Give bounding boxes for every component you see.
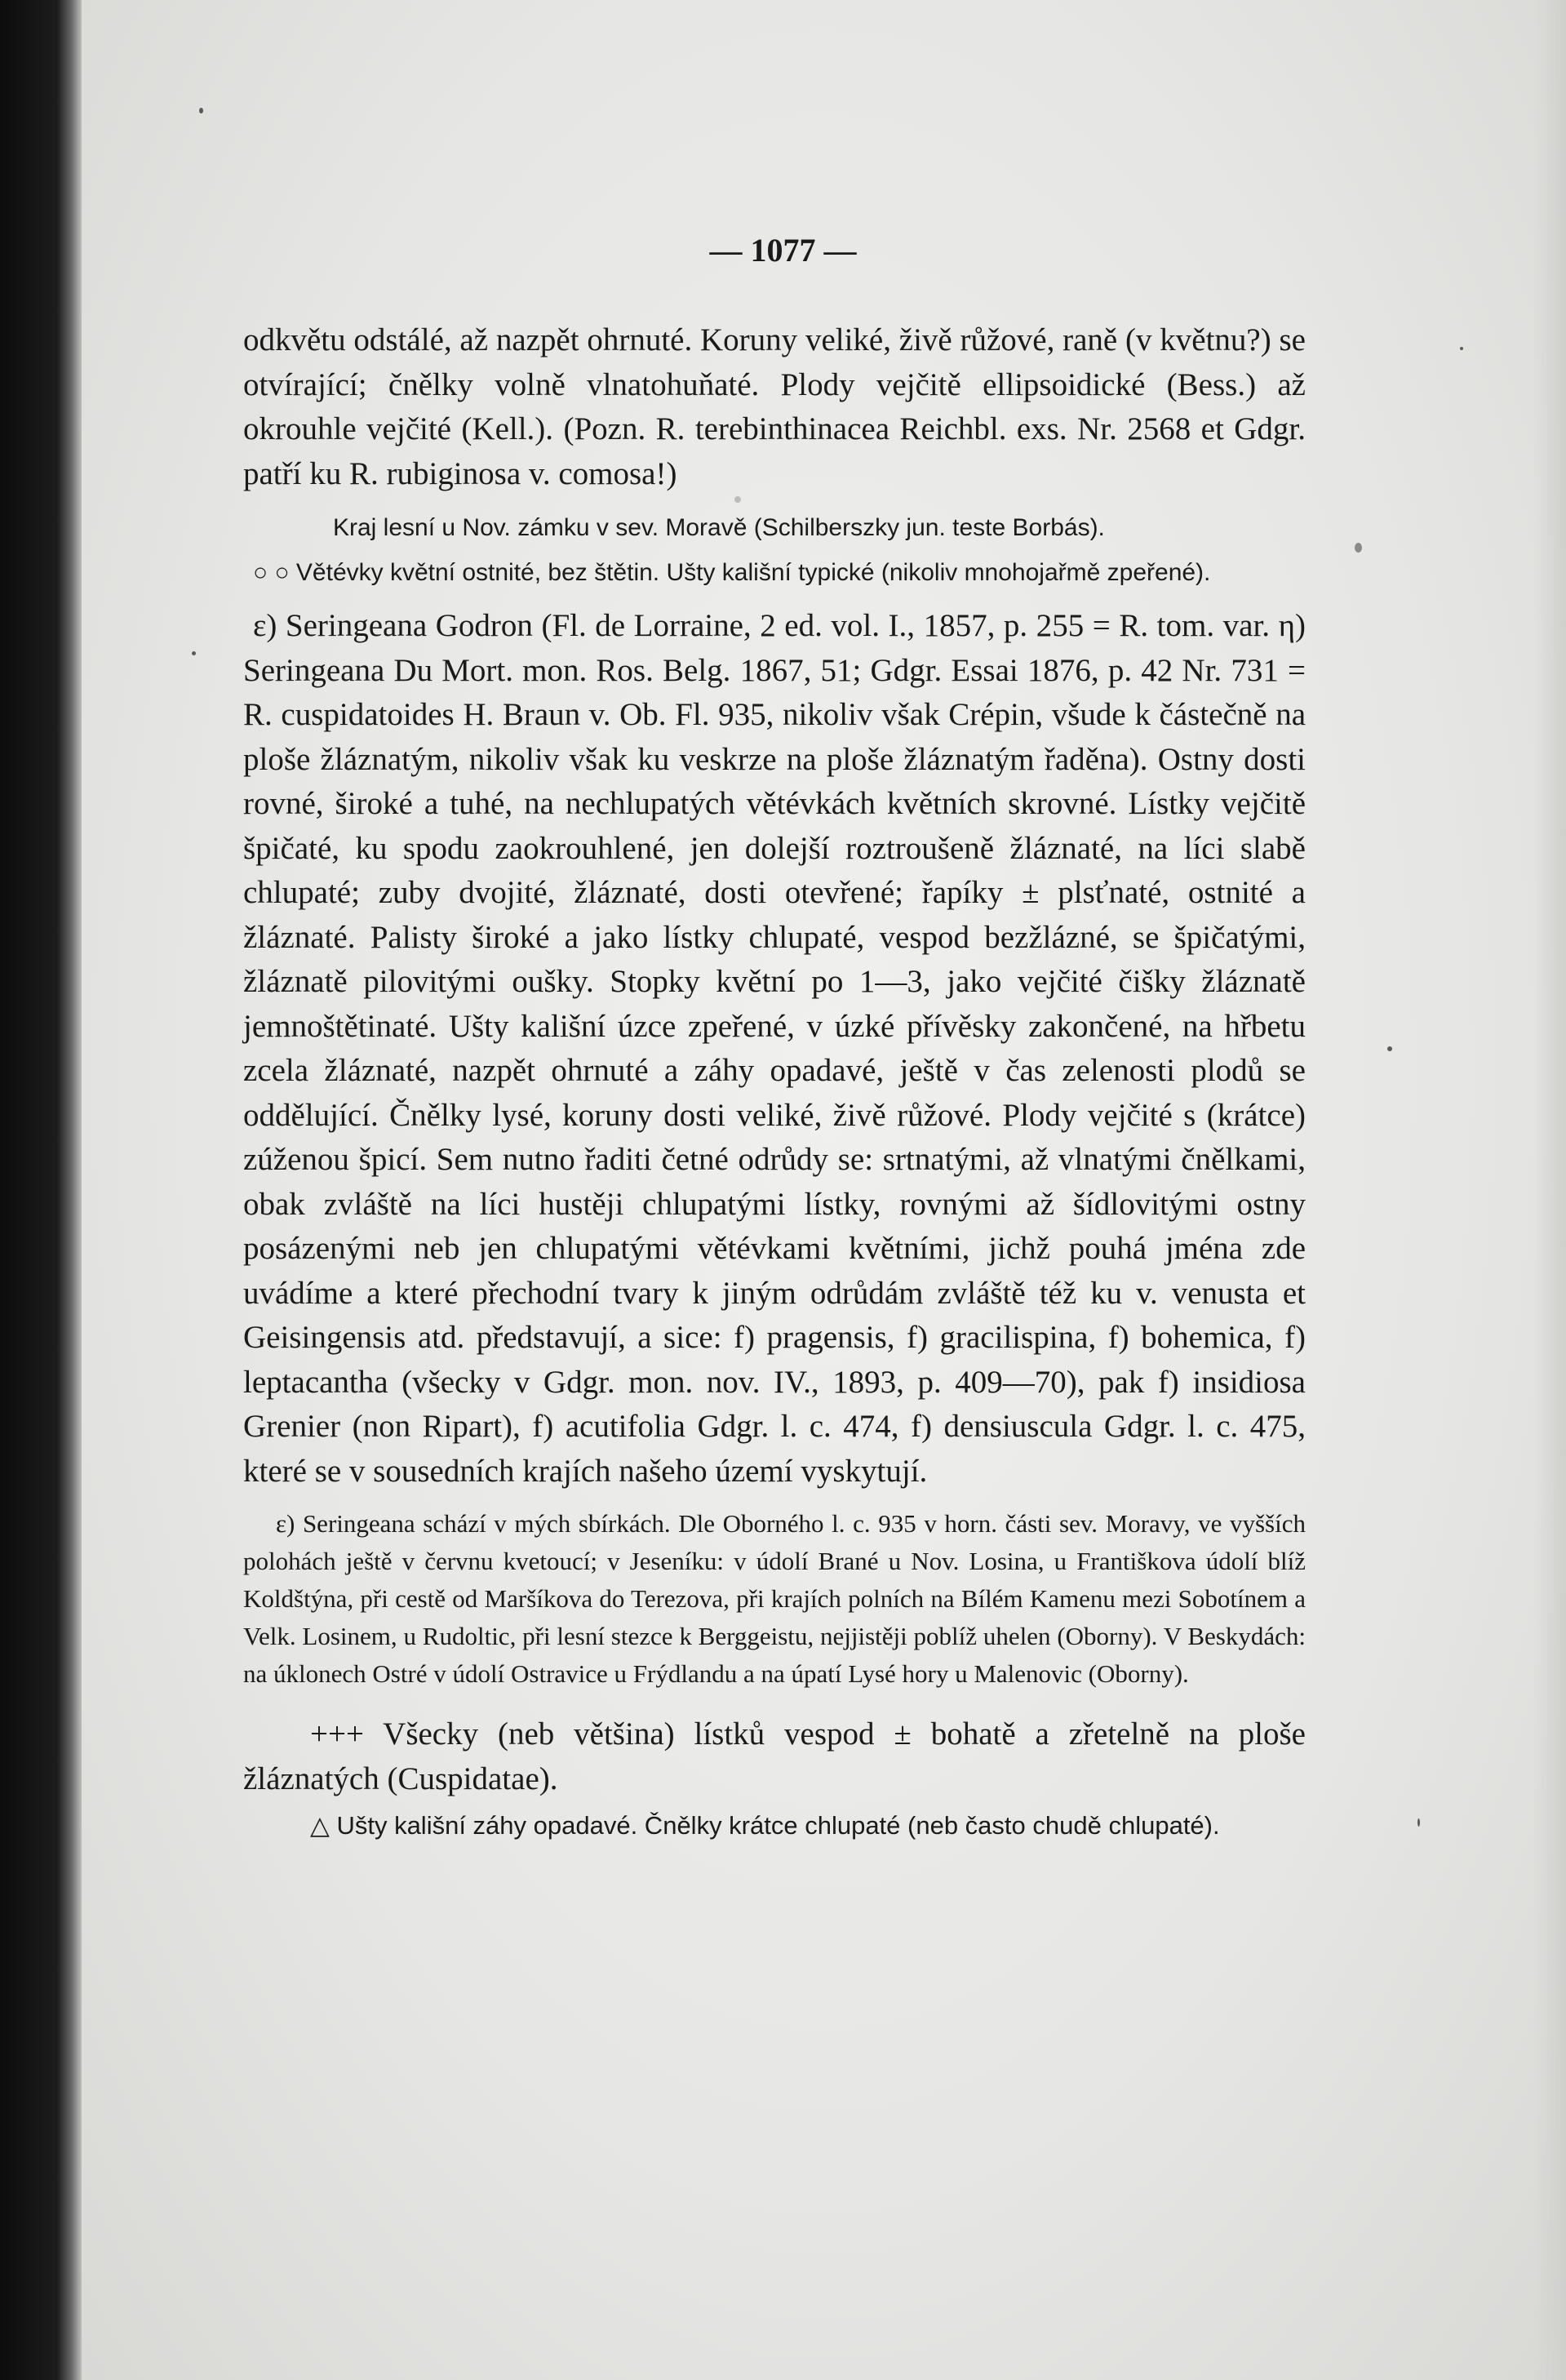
speck: [1417, 1818, 1420, 1827]
locality-note: Kraj lesní u Nov. zámku v sev. Moravě (Schilberszky jun. teste Borbás).: [333, 514, 1105, 541]
page-edge-shadow: [1533, 0, 1566, 2380]
speck: [192, 651, 196, 655]
key-item-triangle: △ Ušty kališní záhy opadavé. Čnělky krátce chlupaté (neb často chudě chlupaté).: [310, 1811, 1220, 1840]
footnote-seringeana: ε) Seringeana schází v mých sbírkách. Dle Oborného l. c. 935 v horn. části sev. Moravy, ve vyšších polohách ještě v červnu kvetoucí; v Jeseníku: v údolí Brané u Nov. Losina, u Františkova údolí blíž Koldštýna, při cestě od Maršíkova do Terezova, při krajích polních na Bílém Kamenu mezi Sobotínem a Velk. Losinem, u Rudoltic, při lesní stezce k Berggeistu, nejjistěji poblíž uhelen (Oborny). V Beskydách: na úklonech Ostré v údolí Ostravice u Frýdlandu a na úpatí Lysé hory u Malenovic (Oborny).: [243, 1509, 1306, 1688]
speck: [1355, 543, 1362, 553]
key-item-cuspidatae: +++ Všecky (neb většina) lístků vespod ± bohatě a zřetelně na ploše žláznatých (Cuspidatae).: [243, 1716, 1306, 1796]
speck: [1460, 347, 1463, 350]
paragraph-continuation: odkvětu odstálé, až nazpět ohrnuté. Koruny veliké, živě růžové, raně (v květnu?) se otvírající; čnělky volně vlnatohuňaté. Plody vejčitě ellipsoidické (Bess.) až okrouhle vejčité (Kell.). (Pozn. R. terebinthinacea Reichbl. exs. Nr. 2568 et Gdgr. patří ku R. rubiginosa v. comosa!): [243, 322, 1306, 491]
key-item-circles: ○ ○ Větévky květní ostnité, bez štětin. Ušty kališní typické (nikoliv mnohojařmě zpeřené).: [253, 559, 1211, 586]
speck: [1387, 1046, 1392, 1051]
text-body: [243, 318, 1306, 1845]
book-spine-shadow: [0, 0, 82, 2380]
speck: [199, 108, 203, 113]
page-number: — 1077 —: [709, 232, 857, 269]
paragraph-seringeana: ε) Seringeana Godron (Fl. de Lorraine, 2 ed. vol. I., 1857, p. 255 = R. tom. var. η) Seringeana Du Mort. mon. Ros. Belg. 1867, 51; Gdgr. Essai 1876, p. 42 Nr. 731 = R. cuspidatoides H. Braun v. Ob. Fl. 935, nikoliv však Crépin, všude k částečně na ploše žláznatým, nikoliv však ku veskrze na ploše žláznatým řaděna). Ostny dosti rovné, široké a tuhé, na nechlupatých větévkách květních skrovné. Lístky vejčitě špičaté, ku spodu zaokrouhlené, jen dolejší roztroušeně žláznaté, na líci slabě chlupaté; zuby dvojité, žláznaté, dosti otevřené; řapíky ± plsťnaté, ostnité a žláznaté. Palisty široké a jako lístky chlupaté, vespod bezžlázné, se špičatými, žláznatě pilovitými oušky. Stopky květní po 1—3, jako vejčité čišky žláznatě jemnoštětinaté. Ušty kališní úzce zpeřené, v úzké přívěsky zakončené, na hřbetu zcela žláznaté, nazpět ohrnuté a záhy opadavé, ještě v čas zelenosti plodů se oddělující. Čnělky lysé, koruny dosti veliké, živě růžové. Plody vejčité s (krátce) zúženou špicí. Sem nutno řaditi četné odrůdy se: srtnatými, až vlnatými čnělkami, obak zvláště na líci hustěji chlupatými lístky, rovnými až šídlovitými ostny posázenými neb jen chlupatými větévkami květními, jichž pouhá jména zde uvádíme a které přechodní tvary k jiným odrůdám zvláště též ku v. venusta et Geisingensis atd. představují, a sice: f) pragensis, f) gracilispina, f) bohemica, f) leptacantha (všecky v Gdgr. mon. nov. IV., 1893, p. 409—70), pak f) insidiosa Grenier (non Ripart), f) acutifolia Gdgr. l. c. 474, f) densiuscula Gdgr. l. c. 475, které se v sousedních krajích našeho území vyskytují.: [243, 608, 1306, 1489]
